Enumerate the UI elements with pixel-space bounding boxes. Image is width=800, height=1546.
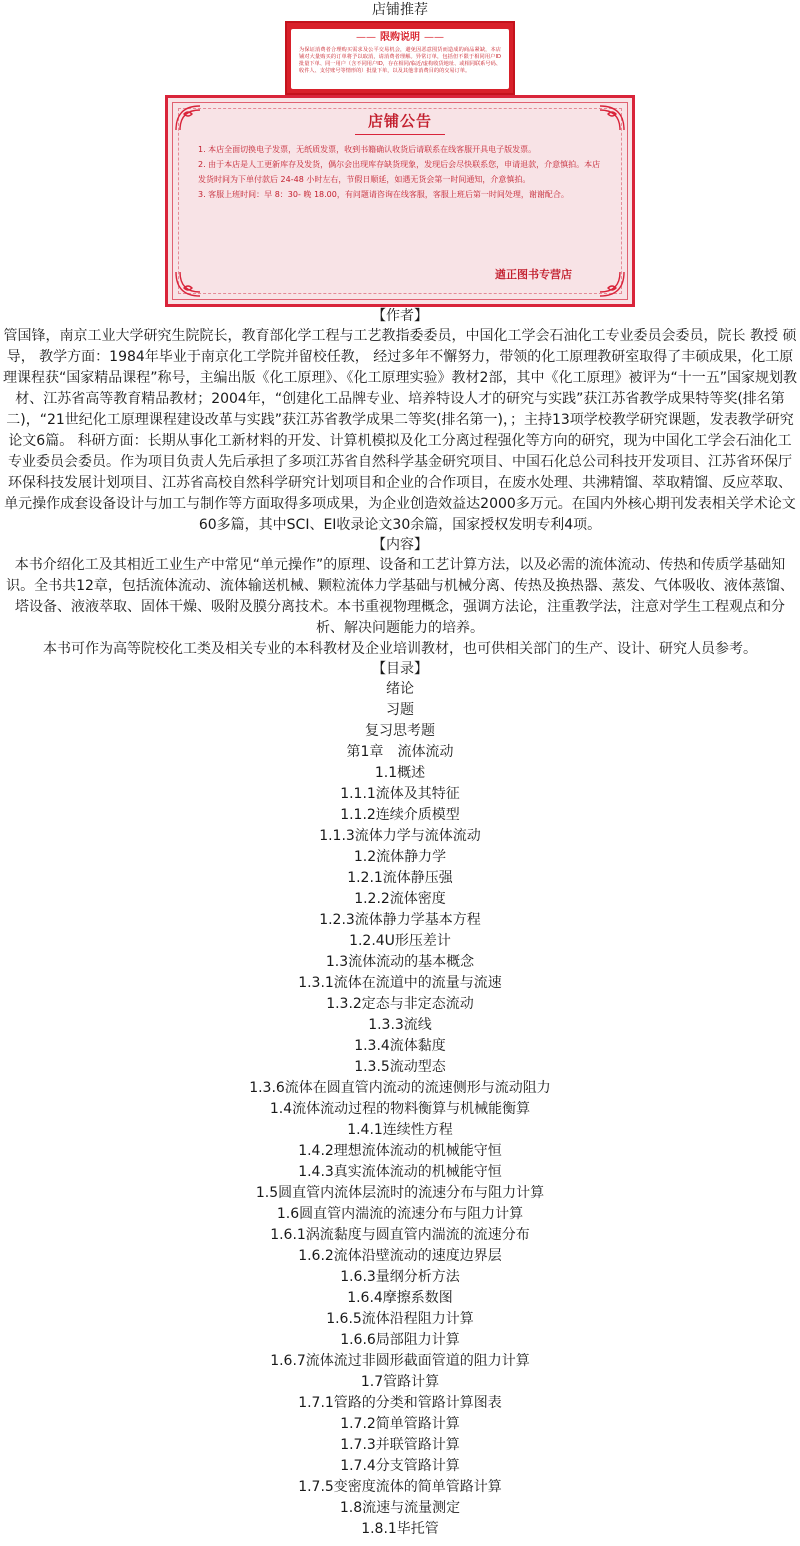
- notice-title-divider: [355, 134, 445, 135]
- toc-item: 绪论: [386, 681, 414, 697]
- content-usage-text: 本书可作为高等院校化工类及相关专业的本科教材及企业培训教材，也可供相关部门的生产、设计、研究人员参考。: [43, 641, 757, 657]
- corner-ornament-icon: [174, 270, 202, 298]
- toc-item: 1.4流体流动过程的物料衡算与机械能衡算: [269, 1101, 531, 1117]
- toc-item: 1.6圆直管内湍流的流速分布与阻力计算: [276, 1206, 524, 1222]
- toc-list: [0, 679, 800, 1540]
- notice-item: 3. 客服上班时间：早 8：30- 晚 18.00，有问题请咨询在线客服，客服上班后第一时间处理，谢谢配合。: [198, 190, 569, 199]
- toc-item: 1.5圆直管内流体层流时的流速分布与阻力计算: [255, 1185, 545, 1201]
- toc-item: 1.8.1毕托管: [361, 1521, 439, 1537]
- toc-item: 1.2流体静力学: [353, 849, 447, 865]
- author-heading: 【作者】: [372, 308, 428, 324]
- limit-banner-title: —— 限购说明 ——: [291, 31, 509, 45]
- toc-item: 1.3.1流体在流道中的流量与流速: [298, 975, 502, 991]
- toc-item: 1.2.3流体静力学基本方程: [319, 912, 481, 928]
- toc-item: 1.4.2理想流体流动的机械能守恒: [298, 1143, 502, 1159]
- limit-banner-text: 为保证消费者合理购买需求及公平交易机会，避免因恶意囤货而造成的商品紧缺，本店铺对大量购买的订单将予以取消，请消费者理解。异常订单，包括但不限于相同用户ID批量下单、同一用户（含不同用户ID，存在相同/临近/虚构收货地址、或相同联系号码、收件人、支付账号等情形的）批量下单，以及其他非消费目的的交易订单。: [299, 47, 501, 74]
- notice-title: 店铺公告: [367, 112, 432, 130]
- store-recommend-label: 店铺推荐: [372, 2, 428, 18]
- toc-heading: 【目录】: [372, 661, 428, 677]
- toc-item: 1.6.3量纲分析方法: [340, 1269, 460, 1285]
- content-text: 本书介绍化工及其相近工业生产中常见“单元操作”的原理、设备和工艺计算方法，以及必需的流体流动、传热和传质学基础知识。全书共12章，包括流体流动、流体输送机械、颗粒流体力学基础与机械分离、传热及换热器、蒸发、气体吸收、液体蒸馏、塔设备、液液萃取、固体干燥、吸附及膜分离技术。本书重视物理概念，强调方法论，注重教学法，注意对学生工程观点和分析、解决问题能力的培养。: [6, 557, 794, 636]
- toc-item: 1.6.5流体沿程阻力计算: [326, 1311, 474, 1327]
- store-notice-board: [165, 95, 635, 307]
- corner-ornament-icon: [598, 270, 626, 298]
- toc-item: 1.7.3并联管路计算: [340, 1437, 460, 1453]
- limit-banner-wrap: [0, 20, 800, 95]
- toc-item: 1.7.4分支管路计算: [340, 1458, 460, 1474]
- toc-item: 1.2.4U形压差计: [349, 933, 451, 949]
- notice-item: 1. 本店全面切换电子发票，无纸质发票，收到书籍确认收货后请联系在线客服开具电子版发票。: [198, 145, 537, 154]
- toc-item: 1.6.7流体流过非圆形截面管道的阻力计算: [270, 1353, 530, 1369]
- toc-item: 1.8流速与流量测定: [339, 1500, 461, 1516]
- toc-item: 习题: [386, 702, 414, 718]
- toc-item: 1.4.3真实流体流动的机械能守恒: [298, 1164, 502, 1180]
- toc-item: 1.7管路计算: [360, 1374, 440, 1390]
- toc-item: 1.3流体流动的基本概念: [325, 954, 475, 970]
- content-heading: 【内容】: [372, 537, 428, 553]
- toc-item: 1.7.2简单管路计算: [340, 1416, 460, 1432]
- toc-item: 1.6.1涡流黏度与圆直管内湍流的流速分布: [270, 1227, 530, 1243]
- notice-body: [198, 142, 604, 202]
- toc-item: 1.1概述: [374, 765, 426, 781]
- toc-item: 复习思考题: [365, 723, 435, 739]
- toc-item: 1.2.1流体静压强: [347, 870, 453, 886]
- toc-item: 1.3.6流体在圆直管内流动的流速侧形与流动阻力: [249, 1080, 551, 1096]
- toc-item: 1.4.1连续性方程: [347, 1122, 453, 1138]
- toc-item: 1.6.2流体沿壁流动的速度边界层: [298, 1248, 502, 1264]
- notice-item: 2. 由于本店是人工更新库存及发货，偶尔会出现库存缺货现象，发现后会尽快联系您，申请退款，介意慎拍。本店发货时间为下单付款后 24-48 小时左右，节假日顺延，如遇无货会第一时间通知，介意慎拍。: [198, 160, 601, 184]
- toc-item: 1.6.6局部阻力计算: [340, 1332, 460, 1348]
- toc-item: 1.3.2定态与非定态流动: [326, 996, 474, 1012]
- toc-item: 1.2.2流体密度: [354, 891, 446, 907]
- toc-item: 1.3.3流线: [368, 1017, 432, 1033]
- toc-item: 1.6.4摩擦系数图: [347, 1290, 453, 1306]
- store-notice-wrap: [0, 95, 800, 307]
- limit-purchase-banner: [285, 21, 515, 95]
- notice-signature: 遒正图书专营店: [495, 268, 572, 281]
- toc-item: 1.3.4流体黏度: [354, 1038, 446, 1054]
- author-text: 管国锋，南京工业大学研究生院院长，教育部化学工程与工艺教指委委员，中国化工学会石油化工专业委员会委员，院长 教授 硕导， 教学方面：1984年毕业于南京化工学院并留校任教， 经过多年不懈努力，带领的化工原理教研室取得了丰硕成果，化工原理课程获“国家精品课程”称号，主编出版《化工原理》、《化工原理实验》教材2部，其中《化工原理》被评为“十一五”国家规划教材、江苏省高等教育精品教材；2004年，“创建化工品牌专业、培养特设人才的研究与实践”获江苏省教学成果特等奖(排名第二)，“21世纪化工原理课程建设改革与实践”获江苏省教学成果二等奖(排名第一)，；主持13项学校教学研究课题，发表教学研究论文6篇。 科研方面：长期从事化工新材料的开发、计算机模拟及化工分离过程强化等方向的研究，现为中国化工学会石油化工专业委员会委员。作为项目负责人先后承担了多项江苏省自然科学基金研究项目、中国石化总公司科技开发项目、江苏省环保厅环保科技发展计划项目、江苏省高校自然科学研究计划项目和企业的合作项目，在废水处理、共沸精馏、萃取精馏、反应萃取、单元操作成套设备设计与加工与制作等方面取得多项成果，为企业创造效益达2000多万元。在国内外核心期刊发表相关学术论文60多篇，其中SCI、EI收录论文30余篇，国家授权发明专利4项。: [3, 328, 797, 533]
- toc-item: 1.1.2连续介质模型: [340, 807, 460, 823]
- toc-item: 1.3.5流动型态: [354, 1059, 446, 1075]
- toc-item: 1.7.1管路的分类和管路计算图表: [298, 1395, 502, 1411]
- toc-item: 1.7.5变密度流体的简单管路计算: [298, 1479, 502, 1495]
- toc-item: 第1章 流体流动: [346, 744, 454, 760]
- limit-banner-inner: [291, 29, 509, 89]
- toc-item: 1.1.3流体力学与流体流动: [319, 828, 481, 844]
- toc-item: 1.1.1流体及其特征: [340, 786, 460, 802]
